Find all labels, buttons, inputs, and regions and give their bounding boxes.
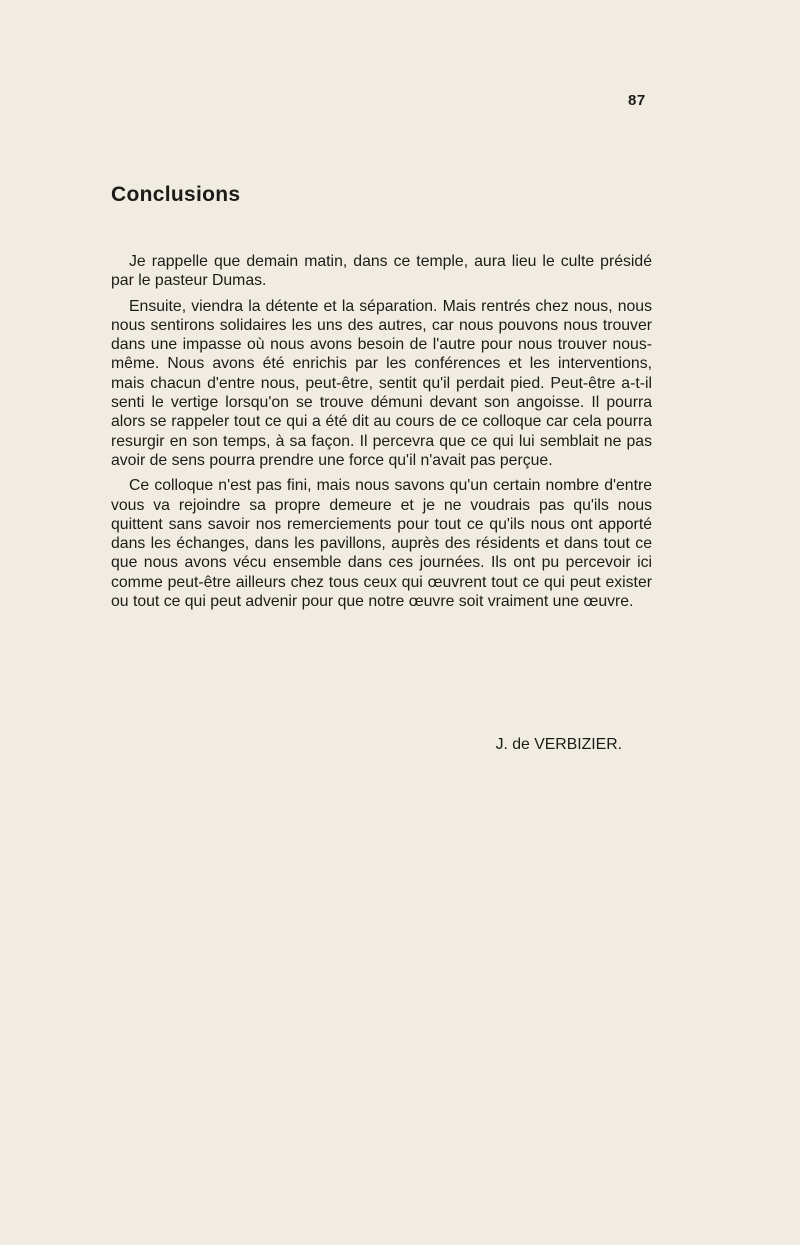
page-number: 87: [628, 92, 646, 109]
paragraph: Ensuite, viendra la détente et la séparation. Mais rentrés chez nous, nous nous sentirons solidaires les uns des autres, car nous pouvons nous trouver dans une impasse où nous avons besoin de l'autre pour nous trouver nous-même. Nous avons été enrichis par les conférences et les interventions, mais chacun d'entre nous, peut-être, sentit qu'il perdait pied. Peut-être a-t-il senti le vertige lorsqu'on se trouve démuni devant son angoisse. Il pourra alors se rappeler tout ce qui a été dit au cours de ce colloque car cela pourra resurgir en son temps, à sa façon. Il percevra que ce qui lui semblait ne pas avoir de sens pourra prendre une force qu'il n'avait pas perçue.: [111, 297, 652, 469]
paragraph: Je rappelle que demain matin, dans ce temple, aura lieu le culte présidé par le pasteur Dumas.: [111, 253, 652, 290]
signature: J. de VERBIZIER.: [495, 736, 622, 753]
paragraph: Ce colloque n'est pas fini, mais nous savons qu'un certain nombre d'entre vous va rejoindre sa propre demeure et je ne voudrais pas qu'ils nous quittent sans savoir nos remerciements pour tout ce qu'ils nous ont apporté dans les échanges, dans les pavillons, auprès des résidents et dans tout ce que nous avons vécu ensemble dans ces journées. Ils ont pu percevoir ici comme peut-être ailleurs chez tous ceux qui œuvrent tout ce qui peut exister ou tout ce qui peut advenir pour que notre œuvre soit vraiment une œuvre.: [111, 477, 652, 611]
body-text: [111, 252, 652, 617]
page-title: Conclusions: [111, 183, 241, 206]
